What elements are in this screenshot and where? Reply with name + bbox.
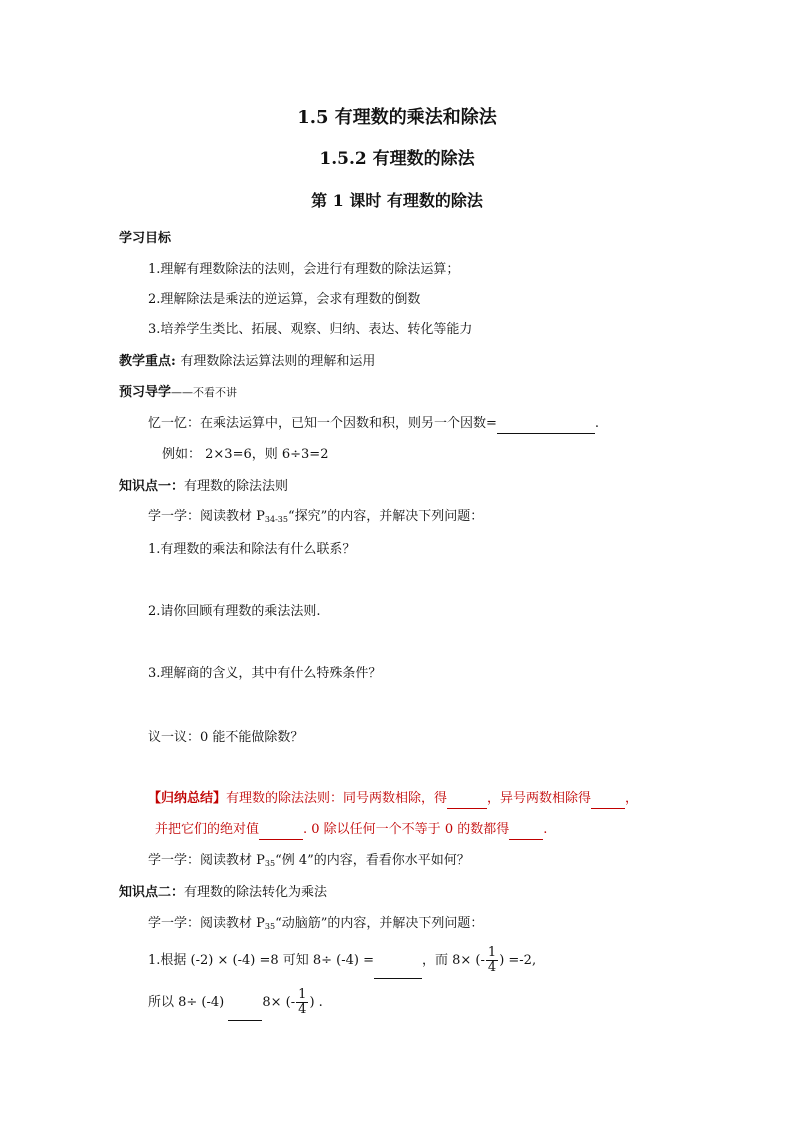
goals-heading: 学习目标 (119, 231, 172, 246)
focus-label: 教学重点: (119, 354, 176, 369)
kp1-heading (119, 478, 288, 496)
preview-heading (119, 384, 237, 402)
kp2-read-line (148, 915, 483, 936)
focus-text: 有理数除法运算法则的理解和运用 (180, 354, 376, 369)
read-text: “动脑筋”的内容，并解决下列问题： (275, 916, 484, 931)
chapter-title: 1.5 有理数的乘法和除法 (297, 107, 497, 128)
kp1-question-2: 2.请你回顾有理数的乘法法则. (148, 604, 321, 619)
math-text: ，而 8× (- (422, 953, 485, 968)
answer-blank[interactable] (447, 790, 487, 809)
read-text: 学一学：阅读教材 P (148, 853, 265, 868)
answer-blank[interactable] (509, 821, 543, 840)
goal-item: 2.理解除法是乘法的逆运算，会求有理数的倒数 (148, 292, 421, 307)
fraction (486, 946, 498, 975)
kp1-question-3: 3.理解商的含义，其中有什么特殊条件？ (148, 666, 382, 681)
math-text: 所以 8÷ (-4) (148, 995, 225, 1010)
example-line: 例如： 2×3=6，则 6÷3=2 (162, 447, 329, 462)
kp1-read-line (148, 508, 483, 529)
kp2-title: 有理数的除法转化为乘法 (184, 885, 328, 900)
section-title: 1.5.2 有理数的除法 (319, 149, 475, 169)
focus-line (119, 353, 375, 371)
goal-item: 1.理解有理数除法的法则，会进行有理数的除法运算； (148, 262, 460, 277)
kp2-question-1 (148, 944, 536, 979)
fraction-numerator: 1 (298, 987, 307, 1002)
kp2-question-2 (148, 986, 323, 1021)
kp2-heading (119, 884, 327, 902)
answer-blank[interactable] (259, 821, 303, 840)
preview-label: 预习导学 (119, 385, 172, 400)
goal-item: 3.培养学生类比、拓展、观察、归纳、表达、转化等能力 (148, 322, 473, 337)
recall-line (148, 415, 599, 434)
fraction-denominator: 4 (487, 960, 497, 975)
read-text: “例 4”的内容，看看你水平如何？ (275, 853, 470, 868)
page-subscript: 35 (264, 859, 276, 868)
fraction (296, 988, 308, 1017)
kp1-title: 有理数的除法法则 (184, 479, 289, 494)
summary-text: ，异号两数相除得 (487, 791, 592, 806)
page-subscript: 35 (264, 922, 276, 931)
summary-text: 并把它们的绝对值 (155, 822, 260, 837)
kp1-discuss: 议一议：0 能不能做除数？ (148, 730, 304, 745)
recall-text: 忆一忆：在乘法运算中，已知一个因数和积，则另一个因数= (148, 416, 497, 431)
answer-blank[interactable] (374, 944, 422, 979)
summary-text: . (543, 822, 548, 837)
kp1-question-1: 1.有理数的乘法和除法有什么联系？ (148, 542, 356, 557)
math-text: ) =-2, (499, 953, 537, 968)
read-text: 学一学：阅读教材 P (148, 916, 265, 931)
preview-note: ——不看不讲 (171, 386, 238, 399)
summary-text: . 0 除以任何一个不等于 0 的数都得 (303, 822, 510, 837)
kp2-label: 知识点二： (119, 885, 185, 900)
summary-text: ， (625, 791, 639, 806)
kp1-label: 知识点一： (119, 479, 185, 494)
answer-blank[interactable] (497, 415, 595, 434)
summary-line-1 (148, 790, 638, 809)
read-text: “探究”的内容，并解决下列问题： (287, 509, 484, 524)
lesson-title: 第 1 课时 有理数的除法 (311, 191, 483, 210)
summary-label: 【归纳总结】 (148, 791, 227, 806)
summary-line-2 (155, 821, 547, 840)
math-text: 1.根据 (-2) × (-4) =8 可知 8÷ (-4) = (148, 953, 374, 968)
math-text: ) . (309, 995, 323, 1010)
fraction-numerator: 1 (487, 945, 497, 960)
recall-end: . (594, 416, 600, 431)
kp1-read2-line (148, 852, 470, 873)
answer-blank[interactable] (228, 986, 262, 1021)
fraction-denominator: 4 (298, 1002, 307, 1017)
math-text: 8× (- (262, 995, 296, 1010)
read-text: 学一学：阅读教材 P (148, 509, 265, 524)
page-subscript: 34-35 (264, 515, 288, 524)
summary-text: 有理数的除法法则：同号两数相除，得 (226, 791, 448, 806)
answer-blank[interactable] (591, 790, 625, 809)
